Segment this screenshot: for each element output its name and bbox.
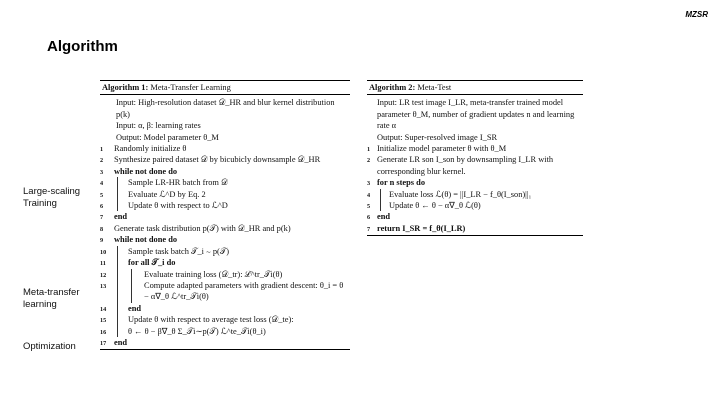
- algorithm-1-block-for: [100, 269, 350, 303]
- algorithm-2-caption-label: Algorithm 2:: [369, 83, 416, 92]
- algorithm-2-line: 6 end: [367, 212, 391, 222]
- algorithm-1-caption-title: Meta-Transfer Learning: [150, 83, 231, 92]
- algorithm-1-line: 8 Generate task distribution p(𝒯) with 𝒟_HR and p(k): [100, 223, 291, 233]
- algorithm-1-box: [100, 80, 350, 350]
- algorithm-2-line: 5 Update θ ← θ − α∇_θ ℒ(θ): [367, 201, 481, 211]
- algorithm-1-line: 12 Evaluate training loss (𝒟_tr): ℒ^tr_𝒯i(θ): [100, 269, 283, 279]
- algorithm-2-input: Input: LR test image I_LR, meta-transfer trained model parameter θ_M, number of gradient updates n and learning rate α: [377, 98, 575, 131]
- algorithm-1-input-rates: Input: α, β: learning rates: [116, 121, 201, 131]
- algorithm-1-caption-label: Algorithm 1:: [102, 83, 149, 92]
- algorithm-1-block-while-2: [100, 246, 350, 337]
- algorithm-1-line: 6 Update θ with respect to ℒ^D: [100, 201, 228, 211]
- algorithm-1-line: 3 while not done do: [100, 166, 178, 176]
- side-label-meta-transfer-learning: Meta-transfer learning: [23, 287, 80, 310]
- algorithm-1-line: 4 Sample LR-HR batch from 𝒟: [100, 178, 228, 188]
- algorithm-1-line: 17 end: [100, 337, 128, 347]
- algorithm-2-output: Output: Super-resolved image I_SR: [377, 132, 498, 142]
- algorithm-1-line: 2 Synthesize paired dataset 𝒟 by bicubicly downsample 𝒟_HR: [100, 155, 321, 165]
- algorithm-2-box: [367, 80, 583, 236]
- algorithm-2-line: 2 Generate LR son I_son by downsampling I_LR with corresponding blur kernel.: [367, 155, 554, 176]
- algorithm-2-caption-title: Meta-Test: [417, 83, 452, 92]
- algorithm-1-bottom-rule: [100, 349, 350, 350]
- algorithm-1-line: 15 Update θ with respect to average test loss (𝒟_te):: [100, 315, 294, 325]
- algorithm-1-line: 5 Evaluate ℒ^D by Eq. 2: [100, 189, 206, 199]
- algorithm-1-line: 10 Sample task batch 𝒯_i ∼ p(𝒯): [100, 246, 230, 256]
- side-label-optimization: Optimization: [23, 341, 76, 352]
- algorithm-2-caption: [367, 80, 583, 95]
- slide-title: Algorithm: [47, 38, 118, 55]
- algorithm-1-line: 9 while not done do: [100, 235, 178, 245]
- algorithm-2-line: 7 return I_SR = f_θ(I_LR): [367, 223, 466, 233]
- algorithm-1-line: 16 θ ← θ − β∇_θ Σ_𝒯i∼p(𝒯) ℒ^te_𝒯i(θ_i): [100, 326, 266, 336]
- algorithm-1-output: Output: Model parameter θ_M: [116, 132, 219, 142]
- algorithm-1-caption: [100, 80, 350, 95]
- algorithm-1-block-while-1: [100, 177, 350, 211]
- algorithm-1-line: 1 Randomly initialize θ: [100, 144, 187, 154]
- algorithm-2-line: 1 Initialize model parameter θ with θ_M: [367, 144, 507, 154]
- algorithm-2-line: 3 for n steps do: [367, 178, 426, 188]
- algorithm-2-bottom-rule: [367, 235, 583, 236]
- side-label-large-scaling-training: Large-scaling Training: [23, 186, 81, 209]
- algorithm-1-line: 13 Compute adapted parameters with gradient descent: θ_i = θ − α∇_θ ℒ^tr_𝒯i(θ): [100, 280, 344, 302]
- algorithm-1-input-dataset: Input: High-resolution dataset 𝒟_HR and blur kernel distribution p(k): [116, 98, 335, 119]
- header-tag: MZSR: [685, 10, 708, 19]
- algorithm-1-line: 7 end: [100, 212, 128, 222]
- algorithm-1-line: 11 for all 𝒯_i do: [100, 258, 176, 268]
- algorithm-2-block-for: [367, 189, 583, 212]
- algorithm-1-line: 14 end: [100, 303, 142, 313]
- algorithm-2-line: 4 Evaluate loss ℒ(θ) = ||I_LR − f_θ(I_son)||₁: [367, 189, 532, 199]
